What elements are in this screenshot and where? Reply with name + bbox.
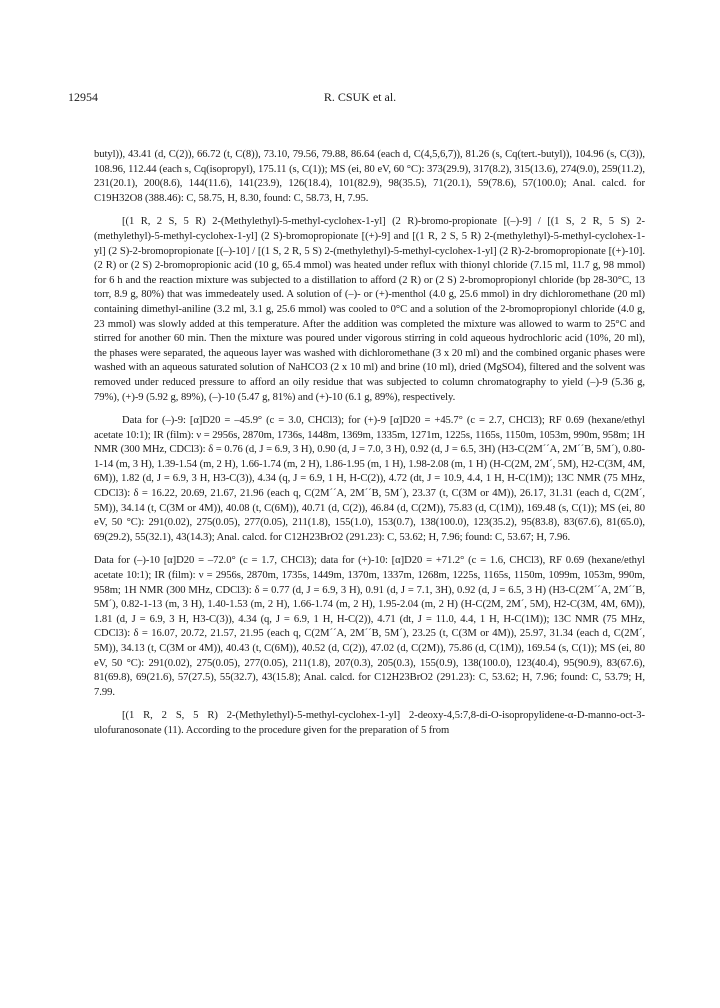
paragraph-menthyl-bromopropionates: [(1 R, 2 S, 5 R) 2-(Methylethyl)-5-methyl-cyclohex-1-yl] (2 R)-bromo-propionate [(–)-9] / [(1 S, 2 R, 5 S) 2-(methylethyl)-5-methyl-cyclohex-1-yl] (2 S)-bromopropionate [(+)-9] and [(1 R, 2 S, 5 R) 2-(methylethyl)-5-methyl-cyclohex-1-yl] (2 S)-2-bromopropionate [(–)-10] / [(1 S, 2 R, 5 S) 2-(methylethyl)-5-methyl-cyclohex-1-yl] (2 R)-2-bromopropionate [(+)-10]. (2 R) or (2 S) 2-bromopropionic acid (10 g, 65.4 mmol) was heated under reflux with thionyl chloride (7.15 ml, 11.7 g, 98 mmol) for 6 h and the reaction mixture was subjected to a distillation to afford (2 R) or (2 S) 2-bromopropionyl chloride (bp 28-30°C, 13 torr, 8.9 g, 80%) that was immedeately used. A solution of (–)- or (+)-menthol (4.0 g, 25.6 mmol) in dry dichloromethane (20 ml) containing dimethyl-aniline (3.2 ml, 3.1 g, 25.6 mmol) was cooled to 0°C and a solution of the 2-bromopropionyl chloride (4.0 g, 23 mmol) was slowly added at this temperature. After the addition was completed the mixture was allowed to warm to 25°C and stirred for another 60 min. Then the mixture was poured under vigorous stirring in cold aqueous hydrochloric acid (10%, 20 ml), the phases were separated, the aqueous layer was washed with dichloromethane (3 x 20 ml) and the combined organic phases were washed with an aqueous saturated solution of NaHCO3 (2 x 10 ml) and brine (10 ml), dried (MgSO4), filtered and the solvent was removed under reduced pressure to afford an oily residue that was subjected to column chromatography to yield (–)-9 (5.36 g, 79%), (+)-9 (5.92 g, 89%), (–)-10 (5.47 g, 81%) and (+)-10 (6.1 g, 89%), respectively. bbox=[94, 216, 645, 403]
article-body bbox=[94, 148, 645, 748]
paragraph-continued-data: butyl)), 43.41 (d, C(2)), 66.72 (t, C(8)), 73.10, 79.56, 79.88, 86.64 (each d, C(4,5,6,7)), 81.26 (s, Cq(tert.-butyl)), 104.96 (s, C(3)), 108.96, 112.44 (each s, Cq(isopropyl), 175.11 (s, C(1)); MS (ei, 80 eV, 60 °C): 373(29.9), 317(8.2), 315(13.6), 274(9.0), 259(11.2), 231(20.1), 200(8.6), 144(11.6), 141(23.9), 126(18.4), 101(82.9), 98(35.5), 71(20.1), 59(78.6), 57(100.0); Anal. calcd. for C19H32O8 (388.46): C, 58.75, H, 8.30, found: C, 58.73, H, 7.95. bbox=[94, 149, 645, 204]
paragraph-data-compound-9: Data for (–)-9: [α]D20 = –45.9° (c = 3.0, CHCl3); for (+)-9 [α]D20 = +45.7° (c = 2.7, CHCl3); RF 0.69 (hexane/ethyl acetate 10:1); IR (film): ν = 2956s, 2870m, 1736s, 1448m, 1369m, 1335m, 1271m, 1225s, 1165s, 1150m, 1053m, 990m, 958m; 1H NMR (300 MHz, CDCl3): δ = 0.76 (d, J = 6.9, 3 H), 0.90 (d, J = 7.0, 3 H), 0.92 (d, J = 6.5, 3H) (H3-C(2M´´A, 2M´´B, 5M´), 0.80-1-14 (m, 3 H), 1.39-1.54 (m, 2 H), 1.66-1.74 (m, 2 H), 1.86-1.95 (m, 1 H), 1.98-2.08 (m, 1 H) (H-C(2M, 2M´, 5M), H2-C(3M, 4M, 6M)), 1.82 (d, J = 6.9, 3 H, H3-C(3)), 4.34 (q, J = 6.9, 1 H, H-C(2)), 4.72 (dt, J = 10.9, 4.4, 1 H, H-C(1M)); 13C NMR (75 MHz, CDCl3): δ = 16.22, 20.69, 21.67, 21.96 (each q, C(2M´´A, 2M´´B, 5M´), 23.37 (t, C(3M or 4M)), 26.17, 31.31 (each d, C(2M´, 5M)), 34.14 (t, C(3M or 4M)), 40.08 (t, C(6M)), 40.71 (d, C(2)), 46.84 (d, C(2M)), 75.83 (d, C(1M)), 169.48 (s, C(1)); MS (ei, 80 eV, 50 °C): 291(0.02), 275(0.05), 277(0.05), 211(1.8), 155(1.0), 153(0.7), 138(100.0), 123(35.2), 95(83.8), 83(67.6), 81(65.0), 69(29.2), 55(32.1), 43(14.3); Anal. calcd. for C12H23BrO2 (291.23): C, 53.62; H, 7.96; found: C, 53.67; H, 7.96. bbox=[94, 415, 645, 543]
page-number: 12954 bbox=[68, 90, 98, 104]
running-head: R. CSUK et al. bbox=[323, 90, 397, 104]
paragraph-compound-11-heading: [(1 R, 2 S, 5 R) 2-(Methylethyl)-5-methyl-cyclohex-1-yl] 2-deoxy-4,5:7,8-di-O-isopropylidene-α-D-manno-oct-3-ulofuranosonate (11). According to the procedure given for the preparation of 5 from bbox=[94, 710, 645, 736]
page-header bbox=[65, 90, 655, 110]
paragraph-data-compound-10: Data for (–)-10 [α]D20 = –72.0° (c = 1.7, CHCl3); data for (+)-10: [α]D20 = +71.2° (c = 1.6, CHCl3), RF 0.69 (hexane/ethyl acetate 10:1); IR (film): ν = 2956s, 2870m, 1735s, 1449m, 1370m, 1337m, 1268m, 1225s, 1165s, 1150m, 1099m, 1053m, 990m, 958m; 1H NMR (300 MHz, CDCl3): δ = 0.77 (d, J = 6.9, 3 H), 0.91 (d, J = 7.1, 3H), 0.92 (d, J = 6.5, 3 H) (H3-C(2M´´A, 2M´´B, 5M´), 0.82-1-13 (m, 3 H), 1.40-1.53 (m, 2 H), 1.66-1.74 (m, 2 H), 1.95-2.04 (m, 2 H) (H-C(2M, 2M´, 5M), H2-C(3M, 4M, 6M)), 1.81 (d, J = 6.9, 3 H, H3-C(3)), 4.34 (q, J = 6.9, 1 H, H-C(2)), 4.71 (dt, J = 11.0, 4.4, 1 H, H-C(1M)); 13C NMR (75 MHz, CDCl3): δ = 16.07, 20.72, 21.57, 21.95 (each q, C(2M´´A, 2M´´B, 5M´), 23.25 (t, C(3M or 4M)), 25.97, 31.34 (each d, C(2M´, 5M)), 34.13 (t, C(3M or 4M)), 40.43 (t, C(6M)), 40.52 (d, C(2)), 47.02 (d, C(2M)), 75.86 (d, C(1M)), 169.54 (s, C(1)); MS (ei, 80 eV, 50 °C): 291(0.02), 275(0.05), 277(0.05), 211(1.8), 207(0.3), 205(0.3), 155(0.9), 138(100.0), 123(40.4), 95(90.9), 83(67.6), 81(69.8), 69(21.6), 57(27.5), 55(32.7), 43(15.8); Anal. calcd. for C12H23BrO2 (291.23): C, 53.62; H, 7.96; found: C, 53.79; H, 7.99. bbox=[94, 555, 645, 698]
